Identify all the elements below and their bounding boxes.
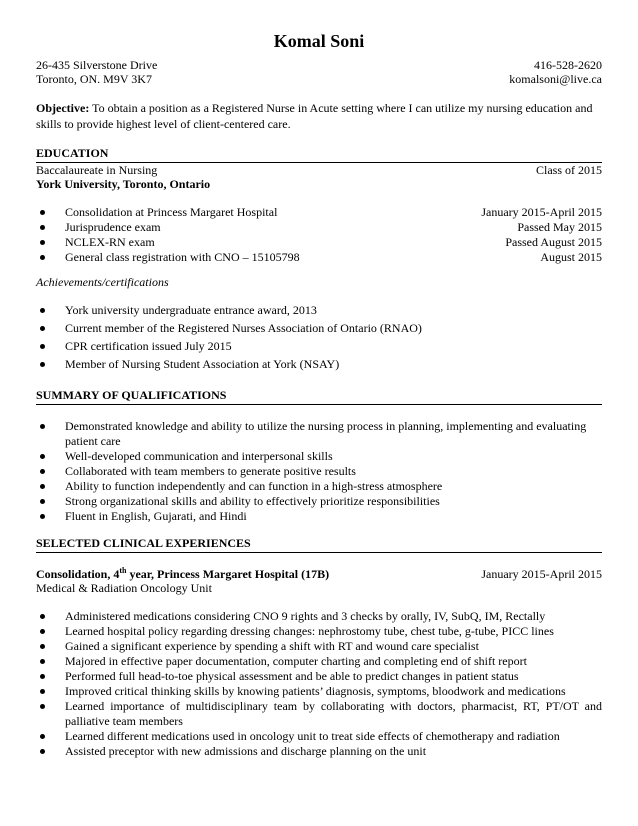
title-superscript: th xyxy=(119,566,127,575)
list-item xyxy=(36,220,602,235)
list-item: Improved critical thinking skills by knowing patients’ diagnosis, symptoms, bloodwork and medications xyxy=(36,684,602,699)
list-item: York university undergraduate entrance award, 2013 xyxy=(36,303,602,318)
clinical-title-row xyxy=(36,567,602,581)
resume-page xyxy=(36,30,602,759)
list-item: Strong organizational skills and ability to effectively prioritize responsibilities xyxy=(36,494,602,509)
section-clinical-heading: SELECTED CLINICAL EXPERIENCES xyxy=(36,536,602,553)
education-list xyxy=(36,205,602,265)
title-part: year, Princess Margaret Hospital (17B) xyxy=(126,567,330,581)
list-item: Learned different medications used in oncology unit to treat side effects of chemotherapy and radiation xyxy=(36,729,602,744)
item-date: January 2015-April 2015 xyxy=(481,205,602,219)
list-item: Demonstrated knowledge and ability to utilize the nursing process in planning, implementing and evaluating patient care xyxy=(36,419,602,449)
list-item: Ability to function independently and can function in a high-stress atmosphere xyxy=(36,479,602,494)
objective xyxy=(36,100,602,132)
objective-label: Objective: xyxy=(36,101,90,115)
list-item: Collaborated with team members to generate positive results xyxy=(36,464,602,479)
list-item: Member of Nursing Student Association at York (NSAY) xyxy=(36,357,602,372)
summary-list xyxy=(36,419,602,524)
class-year: Class of 2015 xyxy=(536,163,602,177)
contact-info xyxy=(509,58,602,86)
list-item: Assisted preceptor with new admissions and discharge planning on the unit xyxy=(36,744,602,759)
list-item: Majored in effective paper documentation, computer charting and completing end of shift report xyxy=(36,654,602,669)
item-date: Passed August 2015 xyxy=(505,235,602,249)
clinical-list xyxy=(36,609,602,759)
achievements-list xyxy=(36,303,602,372)
item-label: General class registration with CNO – 15105798 xyxy=(65,250,300,264)
list-item: Learned hospital policy regarding dressing changes: nephrostomy tube, chest tube, g-tube, PICC lines xyxy=(36,624,602,639)
item-label: Jurisprudence exam xyxy=(65,220,161,234)
candidate-name: Komal Soni xyxy=(273,31,365,51)
degree-row xyxy=(36,163,602,177)
list-item: Performed full head-to-toe physical assessment and be able to predict changes in patient status xyxy=(36,669,602,684)
list-item: Administered medications considering CNO 9 rights and 3 checks by orally, IV, SubQ, IM, Rectally xyxy=(36,609,602,624)
list-item: Current member of the Registered Nurses Association of Ontario (RNAO) xyxy=(36,321,602,336)
list-item xyxy=(36,235,602,250)
list-item xyxy=(36,205,602,220)
school: York University, Toronto, Ontario xyxy=(36,177,211,191)
list-item: Learned importance of multidisciplinary team by collaborating with doctors, pharmacist, RT, PT/OT and palliative team members xyxy=(36,699,602,729)
item-date: August 2015 xyxy=(540,250,602,264)
item-label: NCLEX-RN exam xyxy=(65,235,155,249)
section-summary-heading: SUMMARY OF QUALIFICATIONS xyxy=(36,388,602,405)
objective-text: To obtain a position as a Registered Nurse in Acute setting where I can utilize my nursing education and skills to provide highest level of client-centered care. xyxy=(36,101,593,131)
clinical-date: January 2015-April 2015 xyxy=(481,567,602,581)
address-line-2: Toronto, ON. M9V 3K7 xyxy=(36,72,152,86)
list-item: Gained a significant experience by spending a shift with RT and wound care specialist xyxy=(36,639,602,654)
section-education-heading: EDUCATION xyxy=(36,146,602,163)
list-item: CPR certification issued July 2015 xyxy=(36,339,602,354)
email: komalsoni@live.ca xyxy=(509,72,602,86)
clinical-title xyxy=(36,567,329,581)
title-part: Consolidation, 4 xyxy=(36,567,120,581)
clinical-unit: Medical & Radiation Oncology Unit xyxy=(36,581,212,595)
degree: Baccalaureate in Nursing xyxy=(36,163,158,177)
item-date: Passed May 2015 xyxy=(517,220,602,234)
address-line-1: 26-435 Silverstone Drive xyxy=(36,58,158,72)
address xyxy=(36,58,157,86)
contact-block xyxy=(36,58,602,86)
item-label: Consolidation at Princess Margaret Hospital xyxy=(65,205,278,219)
list-item xyxy=(36,250,602,265)
list-item: Well-developed communication and interpersonal skills xyxy=(36,449,602,464)
achievements-heading: Achievements/certifications xyxy=(36,275,169,289)
list-item: Fluent in English, Gujarati, and Hindi xyxy=(36,509,602,524)
phone: 416-528-2620 xyxy=(534,58,602,72)
